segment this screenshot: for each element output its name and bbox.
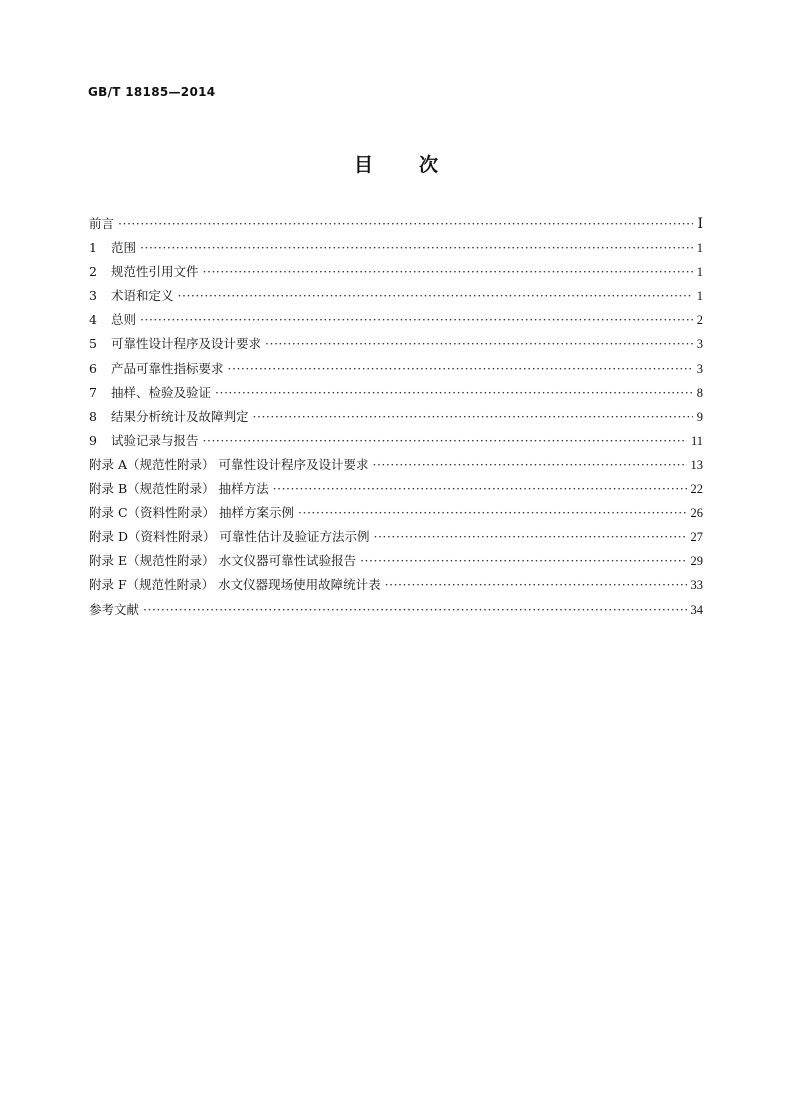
toc-entry-page: 22: [690, 482, 703, 497]
toc-entry-label: 参考文献: [89, 601, 140, 617]
toc-entry-reliability-index[interactable]: [89, 359, 703, 383]
toc-entry-page: 27: [690, 530, 703, 545]
toc-entry-normative-references[interactable]: [89, 262, 703, 286]
toc-entry-page: 34: [690, 602, 703, 617]
leader-dots: [360, 553, 686, 568]
toc-entry-annex-f[interactable]: [89, 575, 703, 599]
toc-entry-annex-b[interactable]: [89, 479, 703, 503]
toc-entry-page: 1: [696, 241, 703, 256]
toc-entry-number: 2: [89, 264, 97, 280]
toc-entry-text: 术语和定义: [111, 288, 174, 304]
toc-entry-result-analysis[interactable]: [89, 407, 703, 431]
toc-entry-annex-e[interactable]: [89, 551, 703, 575]
table-of-contents: [89, 214, 703, 624]
leader-dots: [140, 240, 693, 255]
toc-entry-page: 13: [690, 457, 703, 472]
toc-entry-text: 可靠性设计程序及设计要求: [111, 336, 262, 352]
toc-entry-preface[interactable]: [89, 214, 703, 238]
toc-entry-number: 8: [89, 408, 97, 424]
toc-entry-label: [89, 286, 174, 304]
document-code: GB/T 18185—2014: [88, 85, 216, 99]
toc-entry-page: 1: [696, 289, 703, 304]
toc-entry-label: 附录 B（规范性附录） 抽样方法: [89, 481, 269, 497]
leader-dots: [203, 264, 693, 279]
leader-dots: [372, 457, 686, 472]
toc-entry-label: [89, 431, 199, 449]
toc-entry-bibliography[interactable]: [89, 600, 703, 624]
toc-entry-number: 3: [89, 288, 97, 304]
toc-entry-annex-d[interactable]: [89, 527, 703, 551]
toc-entry-label: [89, 262, 199, 280]
toc-entry-text: 范围: [111, 240, 137, 256]
toc-entry-label: 前言: [89, 216, 115, 231]
leader-dots: [298, 505, 686, 520]
toc-entry-text: 产品可靠性指标要求: [111, 360, 224, 376]
toc-entry-sampling-verification[interactable]: [89, 383, 703, 407]
toc-entry-scope[interactable]: [89, 238, 703, 262]
leader-dots: [253, 409, 693, 424]
toc-entry-number: 5: [89, 336, 97, 352]
toc-entry-page: 1: [696, 265, 703, 280]
leader-dots: [118, 216, 693, 231]
leader-dots: [215, 385, 693, 400]
toc-entry-page: 9: [696, 409, 703, 424]
toc-entry-label: 附录 F（规范性附录） 水文仪器现场使用故障统计表: [89, 577, 381, 593]
toc-entry-page: 8: [696, 385, 703, 400]
leader-dots: [143, 602, 686, 617]
toc-entry-number: 4: [89, 312, 97, 328]
toc-entry-test-record[interactable]: [89, 431, 703, 455]
toc-entry-label: [89, 407, 249, 425]
leader-dots: [178, 288, 693, 303]
toc-entry-label: 附录 A（规范性附录） 可靠性设计程序及设计要求: [89, 456, 369, 472]
leader-dots: [265, 336, 693, 351]
toc-entry-text: 试验记录与报告: [111, 432, 199, 448]
toc-entry-general[interactable]: [89, 310, 703, 334]
toc-entry-design-procedure[interactable]: [89, 334, 703, 358]
leader-dots: [228, 361, 693, 376]
toc-entry-label: [89, 334, 261, 352]
toc-entry-page: 11: [690, 433, 703, 448]
page-title: [0, 150, 792, 177]
toc-entry-label: 附录 C（资料性附录） 抽样方案示例: [89, 505, 295, 521]
toc-entry-label: 附录 E（规范性附录） 水文仪器可靠性试验报告: [89, 553, 357, 569]
toc-entry-label: 附录 D（资料性附录） 可靠性估计及验证方法示例: [89, 529, 370, 545]
title-char-left: 目: [353, 154, 373, 176]
title-char-right: 次: [419, 154, 439, 176]
toc-entry-label: [89, 359, 224, 377]
toc-entry-label: [89, 310, 136, 328]
toc-entry-number: 7: [89, 384, 97, 400]
leader-dots: [140, 312, 693, 327]
leader-dots: [385, 577, 687, 592]
toc-entry-terms-definitions[interactable]: [89, 286, 703, 310]
toc-entry-page: 33: [690, 578, 703, 593]
toc-entry-page: Ⅰ: [697, 217, 703, 232]
toc-entry-annex-c[interactable]: [89, 503, 703, 527]
toc-entry-text: 抽样、检验及验证: [111, 384, 212, 400]
toc-entry-label: [89, 238, 136, 256]
leader-dots: [373, 529, 686, 544]
leader-dots: [273, 481, 687, 496]
toc-entry-page: 3: [696, 337, 703, 352]
toc-entry-text: 规范性引用文件: [111, 264, 199, 280]
toc-entry-number: 6: [89, 360, 97, 376]
toc-entry-text: 总则: [111, 312, 137, 328]
toc-entry-annex-a[interactable]: [89, 455, 703, 479]
toc-entry-page: 3: [696, 361, 703, 376]
leader-dots: [203, 433, 687, 448]
toc-entry-number: 1: [89, 240, 97, 256]
toc-entry-label: [89, 383, 211, 401]
toc-entry-page: 29: [690, 554, 703, 569]
toc-entry-page: 2: [696, 313, 703, 328]
toc-entry-number: 9: [89, 432, 97, 448]
toc-entry-text: 结果分析统计及故障判定: [111, 408, 249, 424]
toc-entry-page: 26: [690, 506, 703, 521]
